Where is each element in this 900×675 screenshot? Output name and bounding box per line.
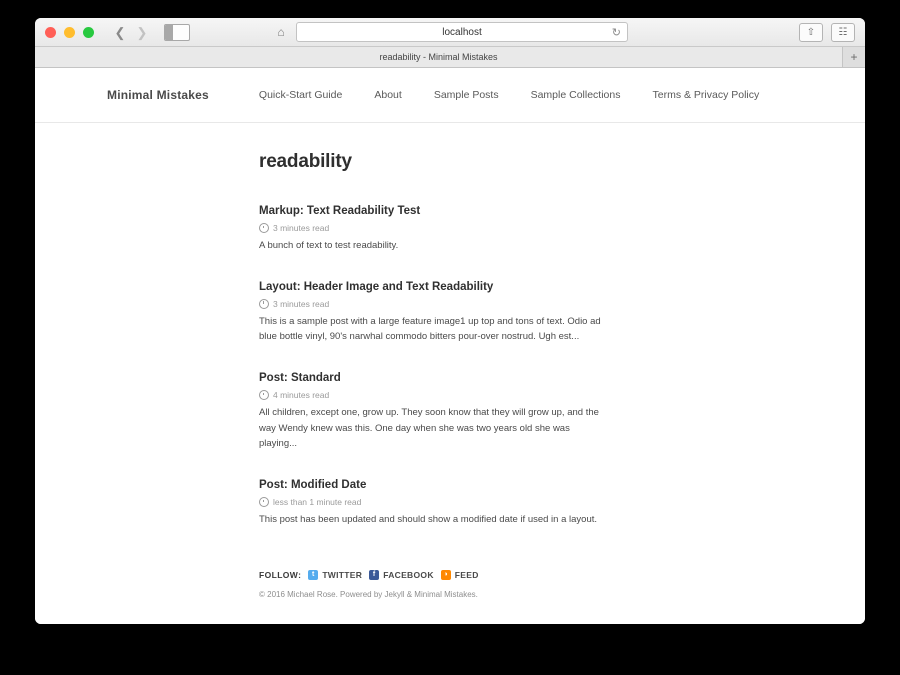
window-controls <box>45 27 94 38</box>
post-excerpt: This post has been updated and should show a modified date if used in a layout. <box>259 514 598 526</box>
social-label: TWITTER <box>322 569 363 580</box>
social-link-twitter[interactable] <box>308 570 362 580</box>
reload-icon[interactable]: ↻ <box>611 26 621 39</box>
new-tab-button[interactable]: + <box>843 47 865 67</box>
list-item <box>259 281 607 345</box>
nav-link-about[interactable]: About <box>374 89 402 101</box>
share-icon[interactable]: ⇧ <box>799 23 823 42</box>
follow-label: FOLLOW: <box>259 569 302 580</box>
nav-link-sample-posts[interactable]: Sample Posts <box>433 89 499 101</box>
list-item <box>259 372 607 452</box>
back-arrow-icon[interactable]: ❮ <box>114 24 126 40</box>
browser-window <box>35 18 865 624</box>
forward-arrow-icon[interactable]: ❯ <box>136 24 148 40</box>
twitter-icon: t <box>308 570 318 580</box>
maximize-window-button[interactable] <box>83 27 94 38</box>
home-icon[interactable]: ⌂ <box>277 25 285 39</box>
post-meta <box>259 223 607 233</box>
site-title[interactable]: Minimal Mistakes <box>107 88 209 102</box>
nav-link-quick-start-guide[interactable]: Quick-Start Guide <box>258 89 343 101</box>
site-navigation <box>259 89 759 101</box>
page-content <box>35 123 865 599</box>
url-text: localhost <box>442 26 482 38</box>
navigation-buttons <box>110 23 152 41</box>
copyright-text: © 2016 Michael Rose. Powered by Jekyll & Minimal Mistakes. <box>259 589 478 599</box>
read-time: 4 minutes read <box>273 390 330 401</box>
site-masthead <box>35 68 865 123</box>
read-time: less than 1 minute read <box>273 497 362 508</box>
post-meta <box>259 299 607 309</box>
social-label: FACEBOOK <box>383 569 434 580</box>
clock-icon <box>259 223 269 233</box>
social-link-facebook[interactable] <box>369 570 434 580</box>
nav-link-terms-privacy-policy[interactable]: Terms & Privacy Policy <box>652 89 760 101</box>
post-title[interactable]: Markup: Text Readability Test <box>259 205 421 217</box>
url-input[interactable] <box>296 22 628 42</box>
social-link-feed[interactable] <box>441 570 479 580</box>
site-footer <box>259 570 607 599</box>
post-excerpt: This is a sample post with a large feature image1 up top and tons of text. Odio ad blue bottle vinyl, 90's narwhal commodo bitters pour-over nostrud. Ugh est... <box>259 315 601 343</box>
list-item <box>259 205 607 254</box>
nav-link-sample-collections[interactable]: Sample Collections <box>530 89 621 101</box>
list-item <box>259 479 607 528</box>
close-window-button[interactable] <box>45 27 56 38</box>
minimize-window-button[interactable] <box>64 27 75 38</box>
page-viewport <box>35 68 865 624</box>
clock-icon <box>259 390 269 400</box>
clock-icon <box>259 299 269 309</box>
post-title[interactable]: Layout: Header Image and Text Readability <box>259 280 494 293</box>
show-tabs-icon[interactable]: ☷ <box>831 23 855 42</box>
follow-row <box>259 570 607 580</box>
sidebar-toggle-icon[interactable] <box>164 24 190 41</box>
post-excerpt: All children, except one, grow up. They soon know that they will grow up, and the way Wendy knew was this. One day when she was two years old she was playing... <box>259 407 599 450</box>
toolbar-right-buttons <box>799 23 855 42</box>
rss-feed-icon: ◑ <box>441 570 451 580</box>
address-bar-area <box>272 22 628 42</box>
clock-icon <box>259 497 269 507</box>
tab-label: readability - Minimal Mistakes <box>379 52 498 62</box>
post-excerpt: A bunch of text to test readability. <box>259 240 399 251</box>
post-title[interactable]: Post: Standard <box>259 372 341 385</box>
post-title[interactable]: Post: Modified Date <box>259 479 367 492</box>
page-title: readability <box>259 151 352 172</box>
facebook-icon: f <box>369 570 379 580</box>
tab-readability[interactable] <box>35 47 843 67</box>
read-time: 3 minutes read <box>273 223 330 233</box>
browser-titlebar <box>35 18 865 47</box>
post-meta <box>259 497 607 507</box>
tab-bar <box>35 47 865 68</box>
read-time: 3 minutes read <box>273 298 330 309</box>
social-label: FEED <box>454 569 479 580</box>
post-meta <box>259 390 607 400</box>
